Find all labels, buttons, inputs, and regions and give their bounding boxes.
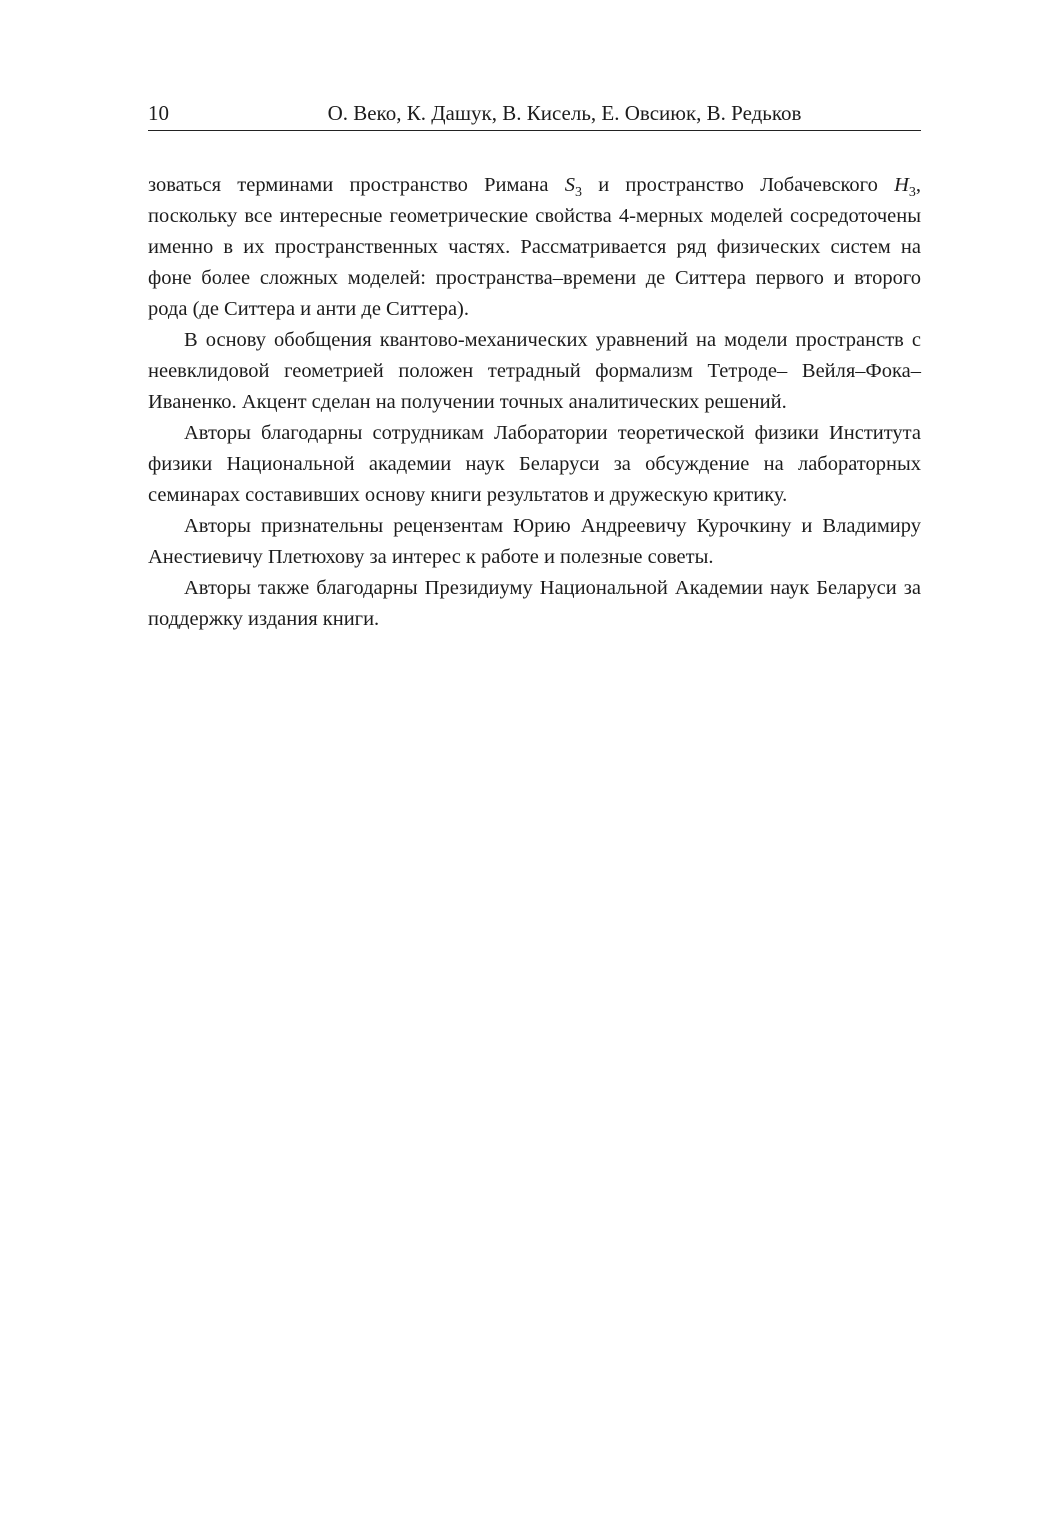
- body-text: [148, 170, 921, 635]
- paragraph-1-start: зоваться терминами пространство Римана: [148, 174, 565, 196]
- paragraph-4: Авторы признательны рецензентам Юрию Андреевичу Курочкину и Владимиру Анестиевичу Плетюхову за интерес к работе и полезные советы.: [148, 515, 921, 568]
- paragraph-3: Авторы благодарны сотрудникам Лаборатории теоретической физики Института физики Национальной академии наук Беларуси за обсуждение на лабораторных семинарах составивших основу книги результатов и дружескую критику.: [148, 422, 921, 506]
- math-subscript: 3: [574, 185, 582, 201]
- lobachevsky-space-symbol: [894, 174, 916, 201]
- running-title-authors: О. Веко, К. Дашук, В. Кисель, Е. Овсиюк, В. Редьков: [327, 101, 802, 125]
- math-subscript: 3: [908, 185, 916, 201]
- paragraph-1: [148, 170, 921, 325]
- math-letter: H: [894, 174, 909, 196]
- paragraph-2: В основу обобщения квантово-механических уравнений на модели пространств с неевклидовой геометрией положен тетрадный формализм Тетроде– Вейля–Фока–Иваненко. Акцент сделан на получении точных аналитических решений.: [148, 329, 921, 413]
- math-letter: S: [564, 174, 575, 196]
- paragraph-1-middle: и пространство Лобачевского: [581, 174, 895, 196]
- running-head: [148, 100, 921, 131]
- riemann-space-symbol: [564, 174, 582, 201]
- paragraph-1-end: , поскольку все интересные геометрические свойства 4-мерных моделей сосредоточены именно в их пространственных частях. Рассматривается ряд физических систем на фоне более сложных моделей: пространства–времени де Ситтера первого и второго рода (де Ситтера и анти де Ситтера).: [148, 174, 921, 320]
- page-number: 10: [148, 101, 169, 125]
- paragraph-5: Авторы также благодарны Президиуму Национальной Академии наук Беларуси за поддержку издания книги.: [148, 577, 921, 630]
